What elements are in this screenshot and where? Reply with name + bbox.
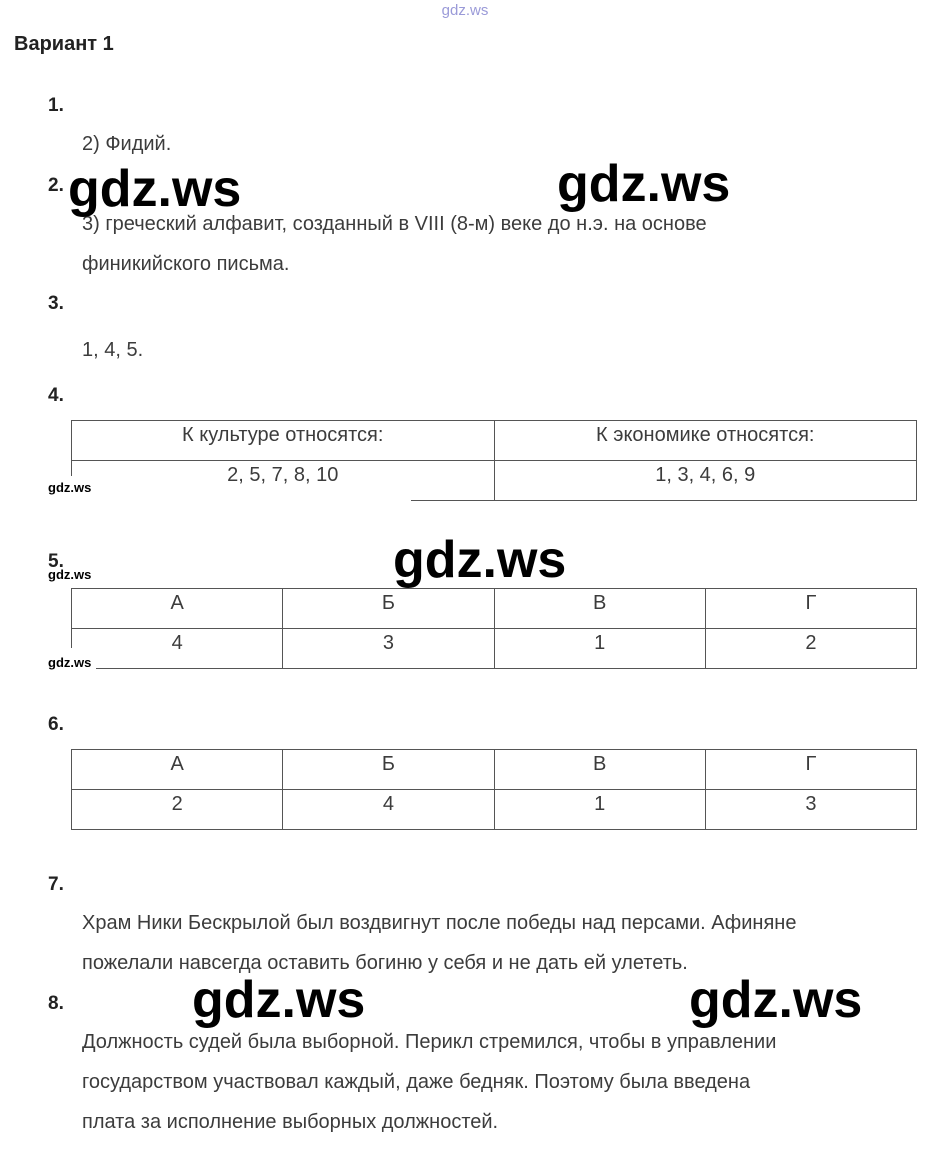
table-cell: 1: [494, 790, 705, 830]
watermark-small: gdz.ws: [48, 567, 92, 582]
question-number-8: 8.: [48, 993, 64, 1014]
answer-6-table: [71, 749, 917, 830]
table-header-cell: А: [72, 750, 283, 790]
question-number-4: 4.: [48, 385, 64, 406]
top-watermark: gdz.ws: [441, 2, 489, 19]
watermark-small: gdz.ws: [48, 655, 92, 670]
answer-1-line-1: 2) Фидий.: [82, 133, 172, 155]
table-header-cell: В: [494, 750, 705, 790]
question-number-2: 2.: [48, 175, 64, 196]
table-header-row: [72, 589, 917, 629]
question-number-5: 5.: [48, 551, 64, 572]
page-title: Вариант 1: [14, 33, 114, 55]
question-number-1: 1.: [48, 95, 64, 116]
answer-2-line-2: финикийского письма.: [82, 253, 290, 275]
answer-7-line-1: Храм Ники Бескрылой был воздвигнут после победы над персами. Афиняне: [82, 912, 797, 934]
answer-4-table: [71, 420, 917, 501]
watermark-small: gdz.ws: [48, 480, 92, 495]
table-row: [72, 629, 917, 669]
table-header-row: [72, 750, 917, 790]
question-number-6: 6.: [48, 714, 64, 735]
watermark: gdz.ws: [557, 155, 731, 213]
table-cell: 2: [705, 629, 916, 669]
answer-7-line-2: пожелали навсегда оставить богиню у себя и не дать ей улететь.: [82, 952, 688, 974]
table-row: [72, 790, 917, 830]
table-cell: 2, 5, 7, 8, 10: [72, 461, 495, 501]
answer-5-table: [71, 588, 917, 669]
watermark: gdz.ws: [393, 531, 567, 589]
table-header-row: [72, 421, 917, 461]
table-header-cell: Г: [705, 589, 916, 629]
table-header-cell: В: [494, 589, 705, 629]
question-number-7: 7.: [48, 874, 64, 895]
answer-2-line-1: 3) греческий алфавит, созданный в VIII (8-м) веке до н.э. на основе: [82, 213, 707, 235]
table-header-cell: А: [72, 589, 283, 629]
answer-8-line-1: Должность судей была выборной. Перикл стремился, чтобы в управлении: [82, 1031, 777, 1053]
answer-8-line-3: плата за исполнение выборных должностей.: [82, 1111, 499, 1133]
table-cell: 3: [705, 790, 916, 830]
table-cell: 1, 3, 4, 6, 9: [494, 461, 917, 501]
table-cell: 3: [283, 629, 494, 669]
watermark-background: [96, 490, 411, 502]
table-cell: 4: [283, 790, 494, 830]
table-cell: 4: [72, 629, 283, 669]
watermark: gdz.ws: [689, 971, 863, 1029]
answer-3-line-1: 1, 4, 5.: [82, 339, 144, 361]
table-header-cell: К культуре относятся:: [72, 421, 495, 461]
table-header-cell: Б: [283, 589, 494, 629]
watermark: gdz.ws: [192, 971, 366, 1029]
table-header-cell: Б: [283, 750, 494, 790]
watermark: gdz.ws: [68, 160, 242, 218]
table-header-cell: Г: [705, 750, 916, 790]
question-number-3: 3.: [48, 293, 64, 314]
answer-8-line-2: государством участвовал каждый, даже бедняк. Поэтому была введена: [82, 1071, 751, 1093]
table-header-cell: К экономике относятся:: [494, 421, 917, 461]
table-cell: 2: [72, 790, 283, 830]
table-cell: 1: [494, 629, 705, 669]
